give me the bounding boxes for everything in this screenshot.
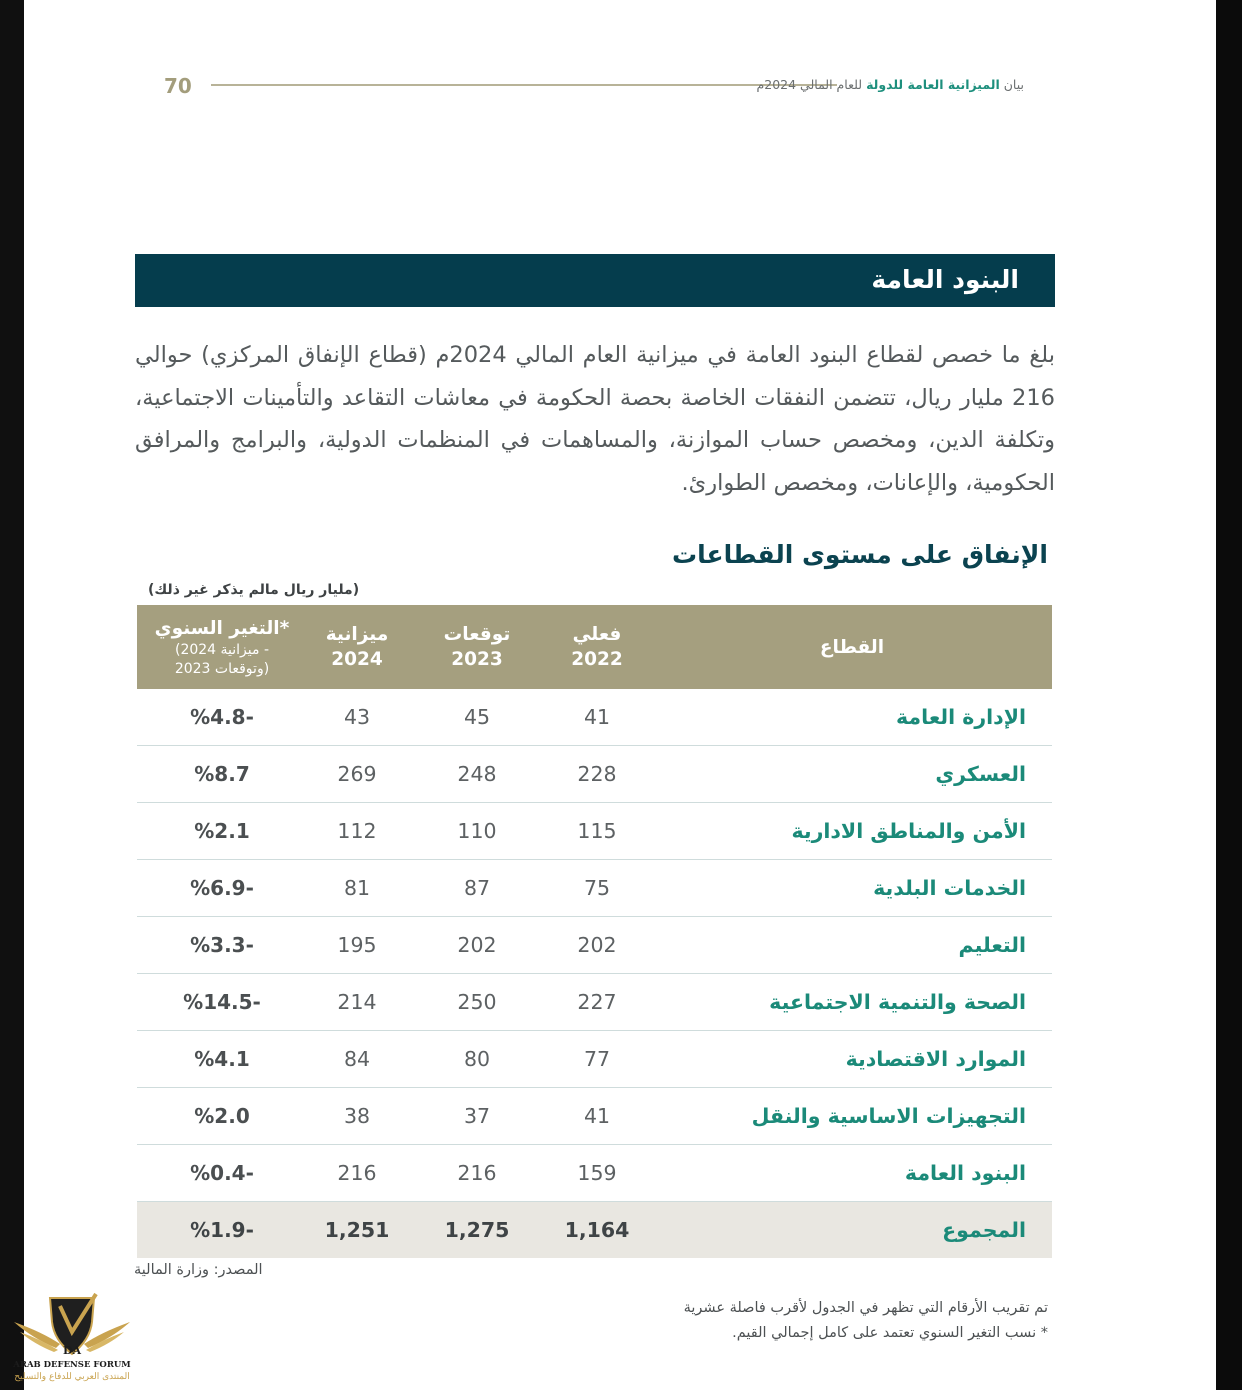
row-budget-2024: 195: [337, 933, 377, 957]
row-actual-2022: 75: [583, 876, 611, 900]
document-page[interactable]: [24, 0, 1216, 1390]
row-actual-2022: 228: [577, 762, 617, 786]
scan-left-edge: [0, 0, 24, 1390]
units-note: (مليار ريال مالم يذكر غير ذلك): [148, 582, 360, 598]
row-expected-2023: 45: [463, 705, 491, 729]
watermark-monogram: DA: [62, 1344, 82, 1357]
row-budget-2024: 43: [343, 705, 371, 729]
table-row: [137, 917, 1052, 974]
row-expected-2023: 216: [457, 1161, 497, 1185]
row-actual-2022: 115: [577, 819, 617, 843]
row-actual-2022: 41: [583, 705, 611, 729]
row-annual-change: %14.5-: [183, 990, 261, 1014]
row-sector: الموارد الاقتصادية: [845, 1047, 1026, 1071]
watermark-name-en: ARAB DEFENSE FORUM: [13, 1360, 131, 1370]
table-row: [137, 1088, 1052, 1145]
row-budget-2024: 269: [337, 762, 377, 786]
row-sector: البنود العامة: [904, 1161, 1026, 1185]
header-actual-label: فعلي: [572, 624, 622, 645]
row-expected-2023: 110: [457, 819, 497, 843]
row-annual-change: %2.0: [194, 1104, 250, 1128]
row-expected-2023: 80: [463, 1047, 491, 1071]
total-actual-2022: 1,164: [564, 1218, 630, 1242]
header-change-sub1: (ميزانية 2024 -: [174, 641, 270, 658]
running-header-highlight: الميزانية العامة للدولة: [866, 77, 1000, 92]
table-row: [137, 860, 1052, 917]
table-header-row: [137, 605, 1052, 689]
row-annual-change: %6.9-: [190, 876, 254, 900]
intro-paragraph: بلغ ما خصص لقطاع البنود العامة في ميزانية العام المالي 2024م (قطاع الإنفاق المركزي) حوالي 216 مليار ريال، تتضمن النفقات الخاصة بحصة الحكومة في معاشات التقاعد والتأمينات الاجتماعية، وتكلفة الدين، ومخصص حساب الموازنة، والمساهمات في المنظمات الدولية، والبرامج والمرافق الحكومية، والإعانات، ومخصص الطوارئ.: [135, 342, 1055, 496]
row-sector: التعليم: [958, 933, 1026, 957]
row-budget-2024: 216: [337, 1161, 377, 1185]
table-row: [137, 1031, 1052, 1088]
scan-right-edge: [1216, 0, 1242, 1390]
header-change-sub2: وتوقعات 2023): [174, 660, 270, 677]
row-sector: الصحة والتنمية الاجتماعية: [769, 990, 1026, 1014]
table-title: الإنفاق على مستوى القطاعات: [672, 540, 1048, 569]
row-sector: العسكري: [935, 762, 1026, 786]
total-annual-change: %1.9-: [190, 1218, 254, 1242]
forum-watermark-logo: [12, 1292, 132, 1388]
row-annual-change: %3.3-: [190, 933, 254, 957]
header-actual-2022: [547, 605, 647, 689]
row-annual-change: %4.1: [194, 1047, 250, 1071]
header-budget-year: 2024: [331, 649, 383, 670]
header-rule: [211, 84, 837, 86]
table-body: [137, 689, 1052, 1202]
section-title: البنود العامة: [871, 265, 1019, 294]
table-row: [137, 746, 1052, 803]
header-annual-change: [147, 605, 297, 689]
sector-spending-table: [137, 605, 1052, 1258]
source-note: المصدر: وزارة المالية: [134, 1262, 263, 1278]
row-annual-change: %2.1: [194, 819, 250, 843]
row-annual-change: %4.8-: [190, 705, 254, 729]
row-budget-2024: 84: [343, 1047, 371, 1071]
total-label: المجموع: [942, 1218, 1026, 1242]
watermark-name-ar: المنتدى العربي للدفاع والتسليح: [14, 1372, 130, 1382]
row-budget-2024: 112: [337, 819, 377, 843]
table-total-row: [137, 1202, 1052, 1258]
row-actual-2022: 41: [583, 1104, 611, 1128]
footnote-rounding: تم تقريب الأرقام التي تظهر في الجدول لأقرب فاصلة عشرية: [683, 1300, 1048, 1316]
header-change-label: التغير السنوي*: [154, 617, 290, 639]
table-row: [137, 689, 1052, 746]
footnotes: [684, 1296, 1048, 1346]
row-actual-2022: 227: [577, 990, 617, 1014]
row-annual-change: %0.4-: [190, 1161, 254, 1185]
header-expected-2023: [427, 605, 527, 689]
row-sector: التجهيزات الاساسية والنقل: [751, 1104, 1026, 1128]
row-actual-2022: 159: [577, 1161, 617, 1185]
total-expected-2023: 1,275: [444, 1218, 510, 1242]
row-annual-change: %8.7: [194, 762, 250, 786]
table-row: [137, 1145, 1052, 1202]
header-sector-label: القطاع: [819, 636, 885, 658]
row-sector: الإدارة العامة: [896, 705, 1026, 729]
page-number: 70: [164, 74, 192, 98]
row-expected-2023: 202: [457, 933, 497, 957]
row-budget-2024: 38: [343, 1104, 371, 1128]
running-header: [757, 77, 1025, 92]
total-budget-2024: 1,251: [324, 1218, 390, 1242]
row-budget-2024: 214: [337, 990, 377, 1014]
row-expected-2023: 37: [463, 1104, 491, 1128]
header-sector: [737, 605, 967, 689]
section-banner: [135, 254, 1055, 307]
row-sector: الخدمات البلدية: [873, 876, 1026, 900]
row-actual-2022: 77: [583, 1047, 611, 1071]
running-header-prefix: بيان: [999, 77, 1024, 92]
row-expected-2023: 250: [457, 990, 497, 1014]
row-sector: الأمن والمناطق الادارية: [791, 819, 1026, 843]
header-actual-year: 2022: [571, 649, 623, 670]
header-budget-label: ميزانية: [325, 624, 389, 645]
running-header-suffix: للعام المالي 2024م: [756, 77, 867, 92]
table-row: [137, 803, 1052, 860]
row-actual-2022: 202: [577, 933, 617, 957]
footnote-annual-change: * نسب التغير السنوي تعتمد على كامل إجمالي القيم.: [732, 1325, 1048, 1341]
table-row: [137, 974, 1052, 1031]
header-expected-label: توقعات: [443, 624, 511, 645]
row-budget-2024: 81: [343, 876, 371, 900]
row-expected-2023: 87: [463, 876, 491, 900]
header-expected-year: 2023: [451, 649, 503, 670]
row-expected-2023: 248: [457, 762, 497, 786]
header-budget-2024: [307, 605, 407, 689]
